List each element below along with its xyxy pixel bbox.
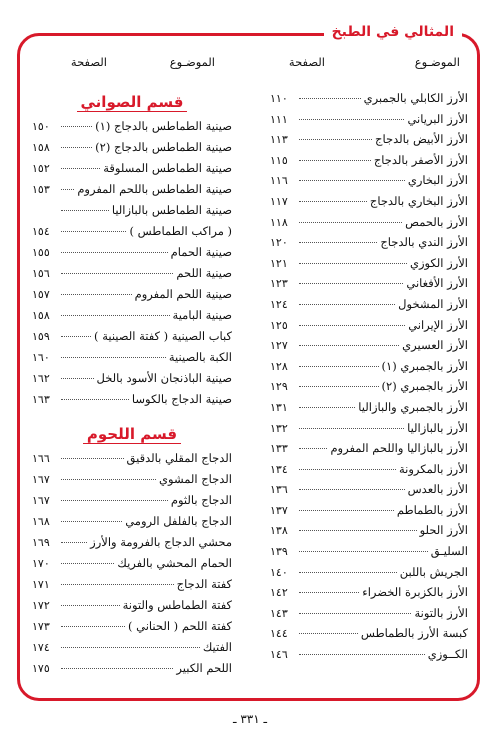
dot-leader xyxy=(61,377,94,379)
toc-entry xyxy=(270,132,468,153)
entry-topic: الكبة بالصينية xyxy=(168,350,232,364)
entry-topic: الأرز بالكزبرة الخضراء xyxy=(362,585,468,600)
toc-entry xyxy=(270,215,468,236)
entry-topic: الكــوزي xyxy=(427,647,468,662)
entry-page-number: ١٢١ xyxy=(270,256,288,270)
dot-leader xyxy=(61,583,174,585)
toc-entry xyxy=(270,173,468,194)
dot-leader xyxy=(61,356,166,358)
toc-entry xyxy=(270,359,468,380)
dot-leader xyxy=(299,324,405,326)
toc-entry xyxy=(32,329,232,350)
entry-page-number: ١٥٨ xyxy=(32,141,50,154)
entry-topic: الأرز بالحمص xyxy=(405,214,468,229)
toc-entry xyxy=(32,556,232,577)
dot-leader xyxy=(299,303,395,305)
toc-entry xyxy=(270,194,468,215)
dot-leader xyxy=(299,612,411,614)
toc-entry xyxy=(270,153,468,174)
entry-topic: الأرز بالعدس xyxy=(407,482,468,497)
dot-leader xyxy=(299,406,355,408)
entry-topic: صينية الطماطس بالدجاج (٢) xyxy=(95,140,232,154)
toc-entry xyxy=(32,203,232,224)
dot-leader xyxy=(61,251,168,253)
entry-page-number: ١٥٧ xyxy=(32,288,50,301)
entry-topic: الدجاج المقلي بالدقيق xyxy=(126,451,232,465)
entry-page-number: ١٥٠ xyxy=(32,120,50,133)
entry-topic: الأرز البخاري بالدجاج xyxy=(369,193,468,208)
entry-topic: كبسة الأرز بالطماطس xyxy=(360,626,468,641)
dot-leader xyxy=(299,118,404,120)
entry-page-number: ١١٦ xyxy=(270,174,288,188)
entry-page-number: ١٥٣ xyxy=(32,183,50,196)
dot-leader xyxy=(299,221,402,223)
dot-leader xyxy=(61,272,173,274)
toc-entry xyxy=(270,441,468,462)
entry-topic: صينية الحمام xyxy=(170,245,232,259)
column-header-topic: الموضـوع xyxy=(414,55,460,69)
dot-leader xyxy=(299,385,379,387)
dot-leader xyxy=(299,365,379,367)
column-header-page: الصفحة xyxy=(70,55,107,69)
toc-entry xyxy=(270,421,468,442)
toc-column-right xyxy=(270,91,468,668)
dot-leader xyxy=(61,335,91,337)
dot-leader xyxy=(61,562,114,564)
dot-leader xyxy=(299,529,417,531)
dot-leader xyxy=(299,97,361,99)
entry-topic: الأرز بالمكرونة xyxy=(399,461,468,476)
dot-leader xyxy=(299,488,405,490)
entry-topic: صينية الطماطس باللحم المفروم xyxy=(77,182,232,196)
toc-entry xyxy=(32,598,232,619)
toc-entry xyxy=(32,140,232,161)
dot-leader xyxy=(299,591,359,593)
entry-topic: الأرز البرياني xyxy=(407,111,468,126)
entry-page-number: ١٧٠ xyxy=(32,557,50,570)
dot-leader xyxy=(61,478,156,480)
entry-page-number: ١٦٢ xyxy=(32,372,50,385)
running-header: المثالي في الطبخ xyxy=(324,20,462,44)
dot-leader xyxy=(299,509,394,511)
entry-topic: صينية اللحم المفروم xyxy=(134,287,232,301)
dot-leader xyxy=(299,632,358,634)
toc-entry xyxy=(32,514,232,535)
toc-entry xyxy=(32,392,232,413)
dot-leader xyxy=(299,241,377,243)
dot-leader xyxy=(299,138,372,140)
toc-entry xyxy=(270,338,468,359)
toc-entry xyxy=(32,535,232,556)
dot-leader xyxy=(61,188,74,190)
dot-leader xyxy=(61,167,100,169)
toc-entry xyxy=(270,565,468,586)
toc-entry xyxy=(32,266,232,287)
entry-topic: الأرز الإيراني xyxy=(408,317,468,332)
toc-entry xyxy=(270,400,468,421)
entry-page-number: ١٣٢ xyxy=(270,421,288,435)
entry-page-number: ١٦٠ xyxy=(32,351,50,364)
entry-topic: محشي الدجاج بالفرومة والأرز xyxy=(90,535,232,549)
dot-leader xyxy=(299,344,399,346)
toc-entry xyxy=(270,112,468,133)
dot-leader xyxy=(299,427,404,429)
entry-topic: الأرز بالتونة xyxy=(414,605,468,620)
entry-page-number: ١١٣ xyxy=(270,133,288,147)
toc-entry xyxy=(270,503,468,524)
toc-entry xyxy=(32,224,232,245)
dot-leader xyxy=(299,653,425,655)
toc-entry xyxy=(32,472,232,493)
toc-entry xyxy=(270,318,468,339)
entry-topic: الأرز بالطماطم xyxy=(396,502,468,517)
entry-page-number: ١١٧ xyxy=(270,194,288,208)
entry-topic: صينية الطماطس بالدجاج (١) xyxy=(95,119,232,133)
dot-leader xyxy=(299,468,396,470)
dot-leader xyxy=(61,520,122,522)
entry-topic: كفتة الطماطس والتونة xyxy=(122,598,232,612)
toc-entry xyxy=(32,451,232,472)
dot-leader xyxy=(299,262,407,264)
toc-entry xyxy=(270,379,468,400)
entry-page-number: ١٥٢ xyxy=(32,162,50,175)
dot-leader xyxy=(61,146,92,148)
entry-topic: ( مراكب الطماطس ) xyxy=(129,224,232,238)
toc-entry xyxy=(32,350,232,371)
entry-page-number: ١٢٠ xyxy=(270,236,288,250)
entry-topic: الأرز بالجمبري (٢) xyxy=(381,379,468,394)
dot-leader xyxy=(299,179,405,181)
dot-leader xyxy=(61,667,173,669)
entry-topic: كباب الصينية ( كفتة الصينية ) xyxy=(94,329,232,343)
dot-leader xyxy=(61,125,92,127)
entry-topic: صينية الباذنجان الأسود بالخل xyxy=(96,371,232,385)
entry-page-number: ١٣٤ xyxy=(270,462,288,476)
dot-leader xyxy=(61,293,132,295)
entry-page-number: ١١١ xyxy=(270,112,288,126)
toc-entry xyxy=(270,544,468,565)
entry-page-number: ١٢٨ xyxy=(270,359,288,373)
entry-page-number: ١٢٣ xyxy=(270,277,288,291)
dot-leader xyxy=(299,571,397,573)
dot-leader xyxy=(61,646,200,648)
toc-entry xyxy=(32,308,232,329)
entry-page-number: ١٧٣ xyxy=(32,620,50,633)
entry-page-number: ١٦٧ xyxy=(32,494,50,507)
toc-entry xyxy=(32,619,232,640)
entry-topic: الأرز بالجمبري (١) xyxy=(381,358,468,373)
dot-leader xyxy=(299,447,327,449)
entry-page-number: ١٤٦ xyxy=(270,648,288,662)
section-title-meats: قسم اللحوم xyxy=(32,423,232,449)
dot-leader xyxy=(61,457,124,459)
entry-page-number: ١١٠ xyxy=(270,92,288,105)
entry-page-number: ١٦٨ xyxy=(32,515,50,528)
toc-column-left xyxy=(32,91,232,682)
entry-page-number: ١٦٩ xyxy=(32,536,50,549)
entry-page-number: ١٣٩ xyxy=(270,545,288,559)
entry-topic: صينية اللحم xyxy=(176,266,232,280)
dot-leader xyxy=(61,314,170,316)
entry-page-number: ١٤٤ xyxy=(270,627,288,641)
toc-entry xyxy=(270,482,468,503)
dot-leader xyxy=(299,159,371,161)
entry-page-number: ١٣٨ xyxy=(270,524,288,538)
entry-topic: صينية الطماطس بالبازاليا xyxy=(111,203,232,217)
entry-topic: اللحم الكبير xyxy=(176,661,232,675)
entry-topic: الأرز الحلو xyxy=(419,523,468,538)
dot-leader xyxy=(299,550,428,552)
entry-page-number: ١٣٧ xyxy=(270,503,288,517)
toc-entry xyxy=(32,371,232,392)
entry-page-number: ١٢٥ xyxy=(270,318,288,332)
dot-leader xyxy=(61,541,87,543)
entry-page-number: ١٥٨ xyxy=(32,309,50,322)
toc-entry xyxy=(270,276,468,297)
entry-page-number: ١١٥ xyxy=(270,153,288,167)
toc-entry xyxy=(270,647,468,668)
entry-page-number: ١٥٥ xyxy=(32,246,50,259)
toc-entry xyxy=(270,235,468,256)
entry-page-number: ١٢٧ xyxy=(270,339,288,353)
dot-leader xyxy=(61,209,109,211)
entry-page-number: ١٦٧ xyxy=(32,473,50,486)
toc-entry xyxy=(270,585,468,606)
toc-entry xyxy=(32,640,232,661)
entry-page-number: ١٧٥ xyxy=(32,662,50,675)
entry-topic: الفتيك xyxy=(202,640,232,654)
toc-entry xyxy=(32,119,232,140)
entry-topic: الدجاج المشوي xyxy=(159,472,232,486)
entry-page-number: ١٧٢ xyxy=(32,599,50,612)
entry-topic: الدجاج بالثوم xyxy=(170,493,232,507)
toc-entry xyxy=(270,523,468,544)
dot-leader xyxy=(61,604,120,606)
toc-entry xyxy=(270,626,468,647)
toc-entry xyxy=(32,661,232,682)
toc-entry xyxy=(32,182,232,203)
toc-entry xyxy=(270,462,468,483)
entry-page-number: ١٦٣ xyxy=(32,393,50,406)
toc-entry xyxy=(32,287,232,308)
meats-list xyxy=(32,451,232,682)
dot-leader xyxy=(61,398,129,400)
entry-page-number: ١٤٣ xyxy=(270,606,288,620)
entry-page-number: ١٥٦ xyxy=(32,267,50,280)
toc-entry xyxy=(270,256,468,277)
entry-topic: الجريش باللبن xyxy=(399,564,468,579)
entry-page-number: ١٥٩ xyxy=(32,330,50,343)
entry-topic: الأرز بالبازاليا xyxy=(407,420,468,435)
entry-topic: الأرز المشخول xyxy=(398,296,468,311)
entry-page-number: ١٣١ xyxy=(270,400,288,414)
entry-topic: كفتة اللحم ( الحناني ) xyxy=(128,619,232,633)
entry-topic: الأرز البخاري xyxy=(407,173,468,188)
entry-topic: الأرز العسيري xyxy=(402,338,468,353)
entry-topic: الأرز الكوزي xyxy=(409,255,468,270)
entry-page-number: ١٢٩ xyxy=(270,380,288,394)
section-title-trays: قسم الصواني xyxy=(32,91,232,117)
page-number: ـ ٣٣١ ـ xyxy=(232,712,268,726)
dot-leader xyxy=(299,282,403,284)
entry-topic: الأرز الكابلي بالجمبري xyxy=(363,91,468,105)
entry-topic: الأرز الأصفر بالدجاج xyxy=(373,152,468,167)
dot-leader xyxy=(61,625,125,627)
toc-entry xyxy=(32,245,232,266)
entry-page-number: ١٧٤ xyxy=(32,641,50,654)
entry-page-number: ١٦٦ xyxy=(32,452,50,465)
entry-page-number: ١٤٢ xyxy=(270,586,288,600)
dot-leader xyxy=(299,200,367,202)
entry-page-number: ١٤٠ xyxy=(270,565,288,579)
entry-page-number: ١٧١ xyxy=(32,578,50,591)
toc-entry xyxy=(32,161,232,182)
entry-topic: الأرز الندي بالدجاج xyxy=(380,235,468,250)
entry-page-number: ١١٨ xyxy=(270,215,288,229)
column-header-topic: الموضـوع xyxy=(169,55,215,69)
entry-topic: الأرز الأبيض بالدجاج xyxy=(375,132,468,147)
toc-entry xyxy=(32,493,232,514)
dot-leader xyxy=(61,499,168,501)
entry-topic: الأرز بالجمبري والبازاليا xyxy=(358,399,468,414)
column-header-page: الصفحة xyxy=(288,55,325,69)
entry-topic: الأرز الأفغاني xyxy=(406,276,468,291)
entry-topic: السليـق xyxy=(430,544,468,559)
toc-entry xyxy=(270,606,468,627)
entry-topic: الأرز بالبازاليا واللحم المفروم xyxy=(330,441,468,456)
entry-page-number: ١٢٤ xyxy=(270,297,288,311)
trays-list xyxy=(32,119,232,413)
toc-entry xyxy=(32,577,232,598)
entry-topic: صينية الطماطس المسلوقة xyxy=(103,161,232,175)
entry-topic: صينية البامية xyxy=(172,308,232,322)
entry-topic: كفتة الدجاج xyxy=(176,577,232,591)
entry-topic: الدجاج بالفلفل الرومي xyxy=(125,514,232,528)
entry-topic: الحمام المحشي بالفريك xyxy=(117,556,232,570)
entry-topic: صينية الدجاج بالكوسا xyxy=(131,392,232,406)
toc-entry xyxy=(270,91,468,112)
entry-page-number: ١٥٤ xyxy=(32,225,50,238)
entry-page-number: ١٣٣ xyxy=(270,442,288,456)
dot-leader xyxy=(61,230,126,232)
entry-page-number: ١٣٦ xyxy=(270,483,288,497)
toc-entry xyxy=(270,297,468,318)
